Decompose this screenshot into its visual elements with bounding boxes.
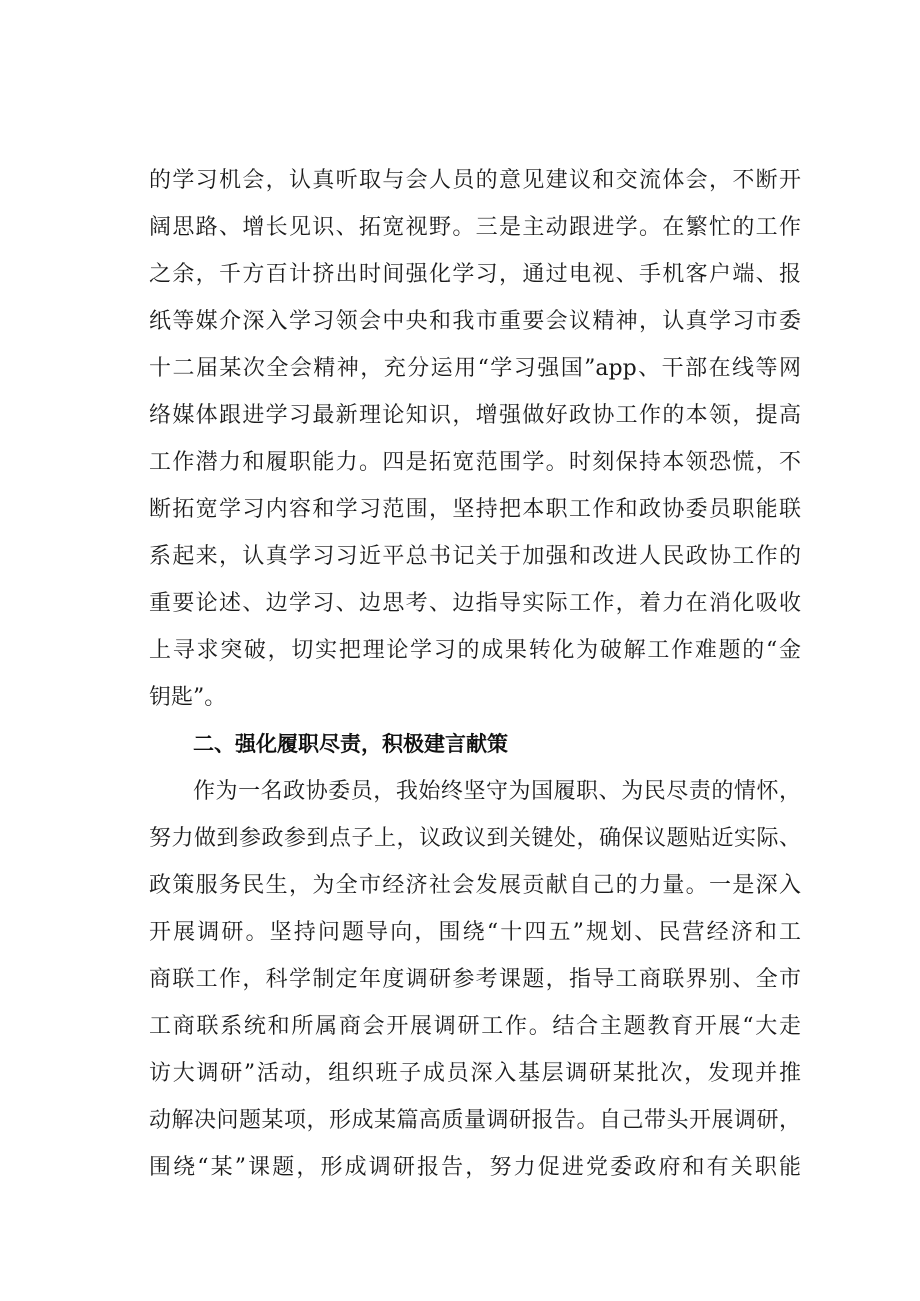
- text-line: 重要论述、边学习、边思考、边指导实际工作，着力在消化吸收: [149, 591, 801, 616]
- text-line: 商联工作，科学制定年度调研参考课题，指导工商联界别、全市: [149, 967, 801, 992]
- text-line: 上寻求突破，切实把理论学习的成果转化为破解工作难题的“金: [149, 638, 801, 663]
- paragraph-1: [149, 157, 801, 721]
- text-line: 动解决问题某项，形成某篇高质量调研报告。自己带头开展调研，: [149, 1108, 801, 1133]
- text-line: 十二届某次全会精神，充分运用“学习强国”app、干部在线等网: [149, 356, 801, 381]
- text-line: 络媒体跟进学习最新理论知识，增强做好政协工作的本领，提高: [149, 403, 801, 428]
- text-line: 开展调研。坚持问题导向，围绕“十四五”规划、民营经济和工: [149, 920, 801, 945]
- text-line: 工作潜力和履职能力。四是拓宽范围学。时刻保持本领恐慌，不: [149, 450, 801, 475]
- text-line: 访大调研”活动，组织班子成员深入基层调研某批次，发现并推: [149, 1061, 801, 1086]
- section-heading: 二、强化履职尽责，积极建言献策: [193, 732, 508, 756]
- paragraph-2: [149, 768, 801, 1191]
- text-line: 断拓宽学习内容和学习范围，坚持把本职工作和政协委员职能联: [149, 497, 801, 522]
- text-line: 围绕“某”课题，形成调研报告，努力促进党委政府和有关职能: [149, 1155, 801, 1180]
- text-line: 纸等媒介深入学习领会中央和我市重要会议精神，认真学习市委: [149, 309, 801, 334]
- text-line: 钥匙”。: [149, 685, 227, 710]
- text-line: 的学习机会，认真听取与会人员的意见建议和交流体会，不断开: [149, 168, 801, 193]
- text-line: 工商联系统和所属商会开展调研工作。结合主题教育开展“大走: [149, 1014, 801, 1039]
- document-body: [149, 157, 801, 1191]
- text-line: 阔思路、增长见识、拓宽视野。三是主动跟进学。在繁忙的工作: [149, 215, 801, 240]
- text-line: 努力做到参政参到点子上，议政议到关键处，确保议题贴近实际、: [149, 826, 801, 851]
- text-line: 政策服务民生，为全市经济社会发展贡献自己的力量。一是深入: [149, 873, 801, 898]
- text-line: 之余，千方百计挤出时间强化学习，通过电视、手机客户端、报: [149, 262, 801, 287]
- text-line: 作为一名政协委员，我始终坚守为国履职、为民尽责的情怀，: [193, 779, 801, 804]
- text-line: 系起来，认真学习习近平总书记关于加强和改进人民政协工作的: [149, 544, 801, 569]
